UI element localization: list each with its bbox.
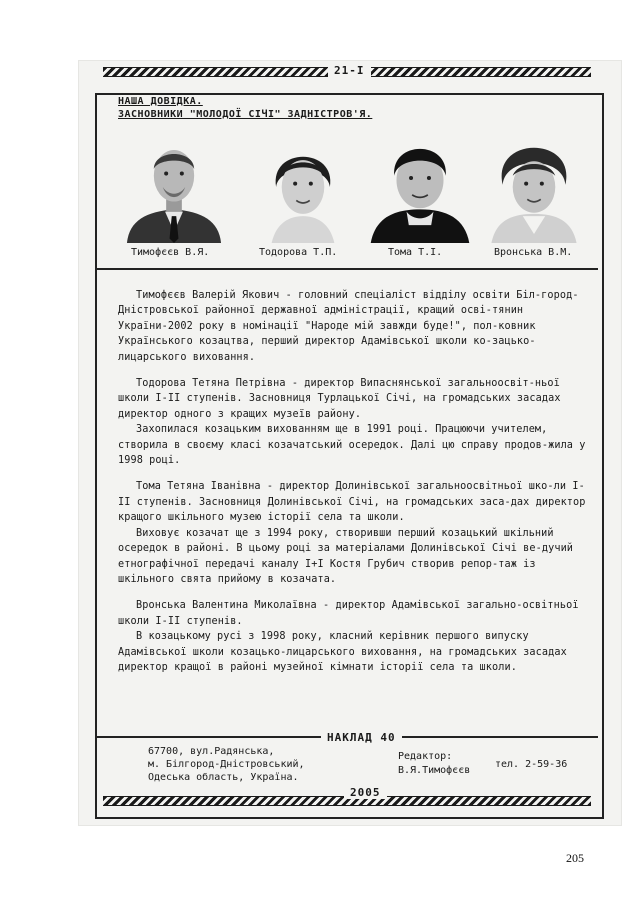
editor-label: Редактор: xyxy=(398,751,453,762)
bio-paragraph: В козацькому русі з 1998 року, класний керівник першого випуску Адамівської школи козацько-лицарського виховання, на громадських засадах директор кращої в районі музейної кімнати історії села та школи. xyxy=(118,631,567,673)
portrait-woman-icon xyxy=(247,131,359,243)
editor-name: В.Я.Тимофєєв xyxy=(398,765,471,776)
bio-paragraph: Вронська Валентина Миколаївна - директор Адамівської загально-освітньої школи І-ІІ ступенів. xyxy=(118,600,579,627)
section-title: НАША ДОВІДКА. xyxy=(118,96,203,107)
portrait-woman-icon xyxy=(364,131,476,243)
portrait-caption: Тодорова Т.П. xyxy=(259,247,338,258)
bio-paragraph: Тимофєєв Валерій Якович - головний спеціаліст відділу освіти Біл-город-Дністровської районної державної адміністрації, кращий осві-тянин України-2002 року в номінації "Народе мій завжди буде!", пол-ковник Українського козацтва, перший директор Адамівської школи ко-зацько-лицарського виховання. xyxy=(118,290,579,363)
biographies xyxy=(118,288,590,686)
address-line: м. Білгород-Дністровський, xyxy=(148,759,305,770)
publication-year: 2005 xyxy=(344,786,387,799)
portrait-woman-icon xyxy=(478,131,590,243)
page-number: 205 xyxy=(566,851,584,865)
portrait-man-icon xyxy=(118,131,230,243)
section-subtitle: ЗАСНОВНИКИ "МОЛОДОЇ СІЧІ" ЗАДНІСТРОВ'Я. xyxy=(118,109,373,120)
address-line: 67700, вул.Радянська, xyxy=(148,746,275,757)
issue-number: 21-I xyxy=(328,64,371,77)
portrait-caption: Тома Т.І. xyxy=(388,247,443,258)
divider xyxy=(97,268,598,270)
bio-paragraph: Тодорова Тетяна Петрівна - директор Випаснянської загальноосвіт-ньої школи І-ІІ ступенів. Засновниця Турлацької Січі, на громадських засадах директор одного з кращих музеїв району. xyxy=(118,378,561,420)
bio-paragraph: Виховує козачат ще з 1994 року, створивши перший козацький шкільний осередок в районі. В цьому році за матеріалами Долинівської Січі ве-дучий етнографічної передачі каналу І+І Костя Грубич створив репор-таж із шкільного свята прийому в козачата. xyxy=(118,527,574,585)
bio-paragraph: Захопилася козацьким вихованням ще в 1991 році. Працюючи учителем, створила в своєму класі козачатський осередок. Далі цю справу продов-жила у 1998 році. xyxy=(118,424,586,467)
phone-number: тел. 2-59-36 xyxy=(495,759,568,770)
bio-paragraph: Тома Тетяна Іванівна - директор Долинівської загальноосвітньої шко-ли І-ІІ ступенів. Засновниця Долинівської Січі, на громадських заса-дах директор кращого шкільного музею історії села та школи. xyxy=(118,481,586,524)
portrait-caption: Тимофєєв В.Я. xyxy=(131,247,210,258)
address-line: Одеська область, Україна. xyxy=(148,772,299,783)
portrait-caption: Вронська В.М. xyxy=(494,247,573,258)
print-run: НАКЛАД 40 xyxy=(321,731,402,744)
